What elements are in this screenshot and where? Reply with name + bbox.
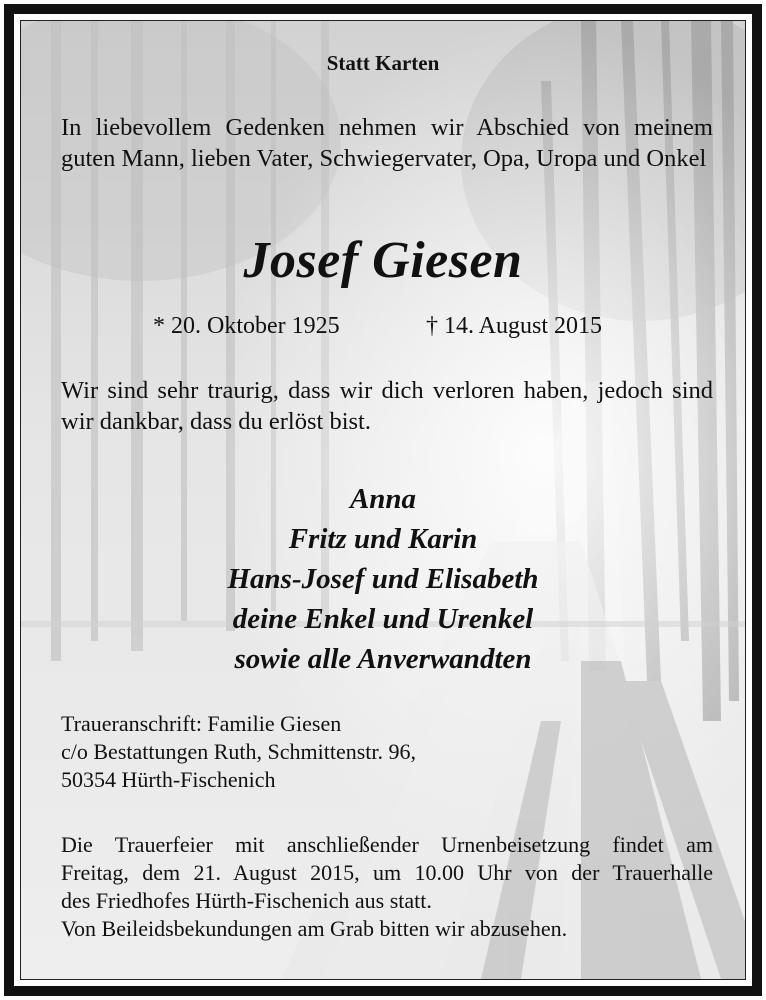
family-line: Hans-Josef und Elisabeth: [227, 563, 539, 595]
mourning-address: [61, 710, 416, 794]
ceremony-line: Von Beileidsbekundungen am Grab bitten wir abzusehen.: [61, 916, 568, 941]
ceremony-line: Die Trauerfeier mit anschließender Urnenbeisetzung findet am: [61, 832, 713, 857]
ceremony-line: Freitag, dem 21. August 2015, um 10.00 Uhr von der Trauerhalle: [61, 860, 713, 885]
family-list: [21, 479, 745, 679]
message-paragraph: Wir sind sehr traurig, dass wir dich verloren haben, jedoch sind wir dankbar, dass du erlöst bist.: [61, 377, 713, 435]
birth-date: * 20. Oktober 1925: [153, 313, 340, 339]
notice-panel: [20, 20, 746, 980]
address-line: Traueranschrift: Familie Giesen: [61, 711, 342, 736]
family-line: sowie alle Anverwandten: [234, 643, 532, 675]
deceased-name: Josef Giesen: [243, 232, 523, 289]
ceremony-info: [61, 831, 713, 943]
family-line: Fritz und Karin: [288, 523, 478, 555]
family-line: deine Enkel und Urenkel: [232, 603, 534, 635]
notice-content: [21, 21, 745, 979]
notice-heading: Statt Karten: [326, 51, 440, 75]
family-line: Anna: [349, 483, 417, 515]
intro-paragraph: In liebevollem Gedenken nehmen wir Abschied von meinem guten Mann, lieben Vater, Schwiegervater, Opa, Uropa und Onkel: [61, 114, 713, 172]
ceremony-line: des Friedhofes Hürth-Fischenich aus statt.: [61, 888, 432, 913]
death-date: † 14. August 2015: [426, 313, 603, 339]
address-line: 50354 Hürth-Fischenich: [61, 767, 276, 792]
address-line: c/o Bestattungen Ruth, Schmittenstr. 96,: [61, 739, 417, 764]
